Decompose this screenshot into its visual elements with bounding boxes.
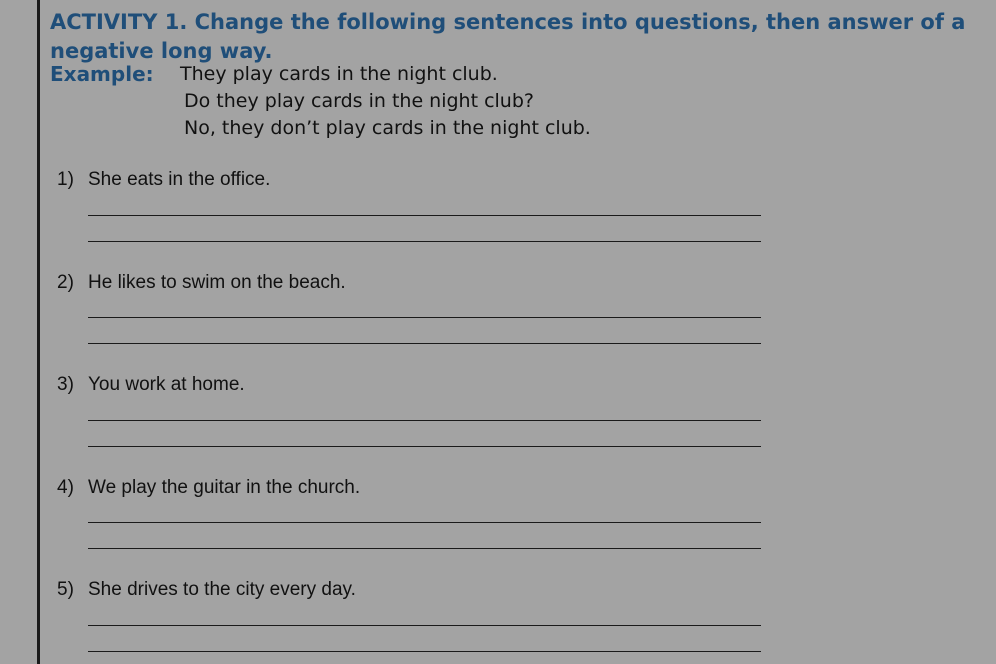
example-statement: They play cards in the night club. [180, 63, 498, 85]
example-question: Do they play cards in the night club? [184, 90, 534, 112]
answer-line-1b[interactable] [88, 241, 761, 242]
answer-line-3a[interactable] [88, 420, 761, 421]
item-number: 1) [57, 169, 74, 190]
item-sentence: She drives to the city every day. [88, 579, 356, 600]
exercise-item-3 [57, 374, 245, 396]
answer-line-5b[interactable] [88, 651, 761, 652]
answer-line-2b[interactable] [88, 343, 761, 344]
item-number: 2) [57, 272, 74, 293]
exercise-item-5 [57, 579, 356, 601]
activity-label: ACTIVITY 1. [50, 10, 188, 34]
answer-line-2a[interactable] [88, 317, 761, 318]
answer-line-4a[interactable] [88, 522, 761, 523]
answer-line-3b[interactable] [88, 446, 761, 447]
answer-line-4b[interactable] [88, 548, 761, 549]
exercise-item-4 [57, 477, 360, 499]
exercise-item-2 [57, 272, 346, 294]
item-sentence: She eats in the office. [88, 169, 271, 190]
example-answer: No, they don’t play cards in the night club. [184, 117, 591, 139]
exercise-item-1 [57, 169, 270, 191]
activity-instruction: Change the following sentences into questions, then answer of a negative long way. [50, 10, 966, 63]
activity-heading [50, 8, 980, 66]
item-number: 4) [57, 477, 74, 498]
item-number: 5) [57, 579, 74, 600]
left-margin-rule [37, 0, 40, 664]
item-sentence: We play the guitar in the church. [88, 477, 361, 498]
item-number: 3) [57, 374, 74, 395]
item-sentence: He likes to swim on the beach. [88, 272, 346, 293]
item-sentence: You work at home. [88, 374, 245, 395]
answer-line-1a[interactable] [88, 215, 761, 216]
answer-line-5a[interactable] [88, 625, 761, 626]
example-label: Example: [50, 62, 154, 86]
